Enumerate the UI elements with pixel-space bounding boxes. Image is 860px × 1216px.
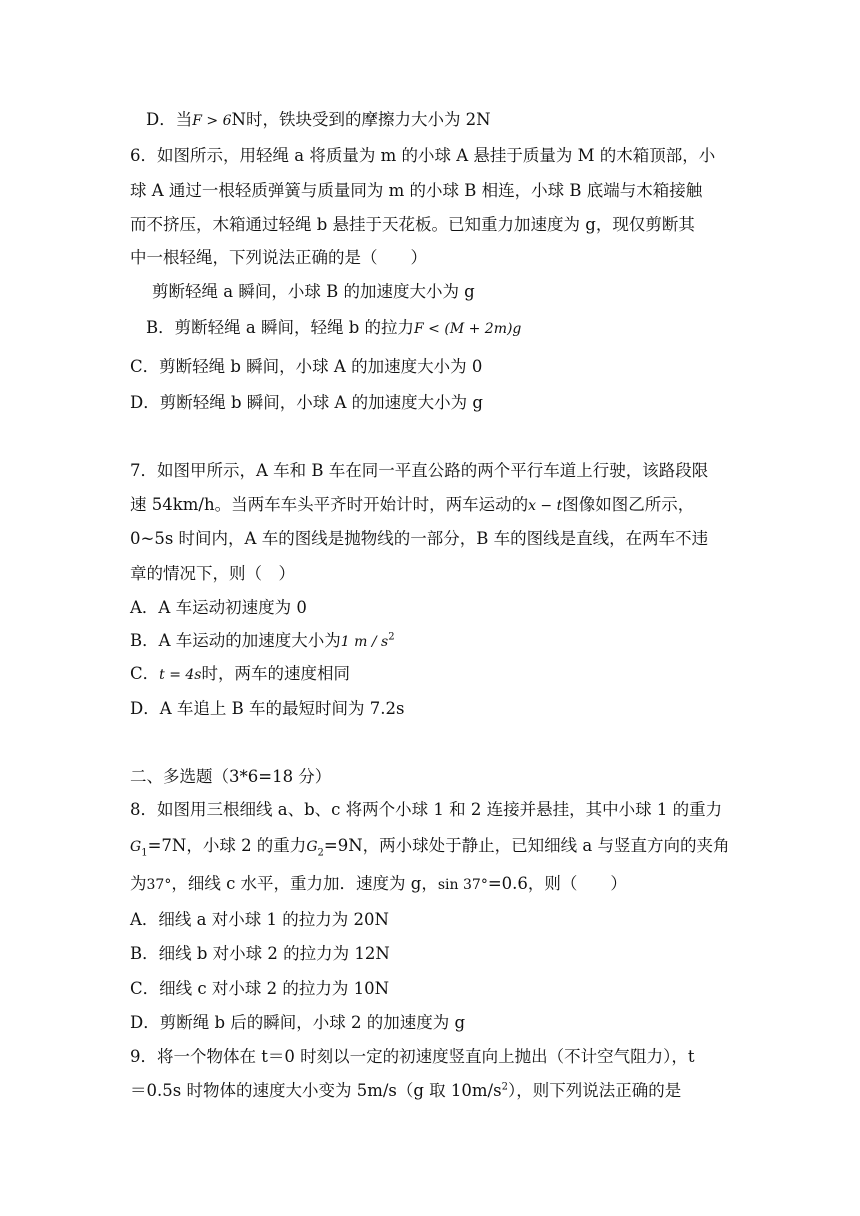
q7-option-c: [130, 663, 350, 686]
q8-option-c: C．细线 c 对小球 2 的拉力为 10N: [130, 979, 390, 998]
stem-text: 速 54km/h。当两车车头平齐时开始计时，两车运动的: [130, 495, 529, 514]
stem-text: ，细线 c 水平，重力加．速度为 g，: [171, 874, 438, 893]
stem-text: =7N，小球 2 的重力: [147, 836, 307, 855]
stem-text: 图像如图乙所示，: [562, 495, 695, 514]
stem-text: ），则下列说法正确的是: [507, 1081, 682, 1100]
math-expression: t = 4s: [159, 667, 202, 683]
math-expression: G: [306, 839, 318, 855]
q7-stem-line-1: 7．如图甲所示，A 车和 B 车在同一平直公路的两个平行车道上行驶，该路段限: [130, 461, 709, 480]
q8-option-b: B．细线 b 对小球 2 的拉力为 12N: [130, 944, 390, 963]
stem-text: =0.6，则（ ）: [487, 874, 627, 893]
superscript: 2: [501, 1081, 508, 1093]
q8-stem-line-2: [130, 835, 729, 858]
option-text: N时，铁块受到的摩擦力大小为 2N: [231, 110, 491, 129]
q7-stem-line-3: 0~5s 时间内，A 车的图线是抛物线的一部分，B 车的图线是直线，在两车不违: [130, 529, 709, 548]
q6-option-b: [146, 317, 521, 340]
option-text: B．剪断轻绳 a 瞬间，轻绳 b 的拉力: [146, 318, 415, 337]
q8-stem-line-1: 8．如图用三根细线 a、b、c 将两个小球 1 和 2 连接并悬挂，其中小球 1 的重力: [130, 800, 723, 819]
math-expression: F > 6: [192, 113, 232, 129]
q6-stem-line-1: 6．如图所示，用轻绳 a 将质量为 m 的小球 A 悬挂于质量为 M 的木箱顶部，小: [130, 146, 716, 165]
stem-text: ＝0.5s 时物体的速度大小变为 5m/s（g 取 10m/s: [130, 1081, 502, 1100]
math-expression: 1 m / s: [340, 634, 389, 650]
subscript: 2: [317, 847, 324, 859]
section-heading: 二、多选题（3*6=18 分）: [130, 767, 332, 786]
option-text: B．A 车运动的加速度大小为: [130, 631, 341, 650]
option-text: C．: [130, 664, 160, 683]
q8-option-a: A．细线 a 对小球 1 的拉力为 20N: [130, 910, 389, 929]
q6-option-a: 剪断轻绳 a 瞬间，小球 B 的加速度大小为 g: [152, 282, 475, 301]
q9-stem-line-1: 9．将一个物体在 t＝0 时刻以一定的初速度竖直向上抛出（不计空气阻力），t: [130, 1047, 695, 1066]
subscript: 1: [141, 847, 148, 859]
superscript: 2: [388, 631, 395, 643]
q7-option-a: A．A 车运动初速度为 0: [130, 598, 307, 617]
stem-text: =9N，两小球处于静止，已知细线 a 与竖直方向的夹角: [323, 836, 730, 855]
stem-text: 为: [130, 874, 147, 893]
math-expression: G: [130, 839, 142, 855]
math-expression: 37°: [146, 877, 172, 893]
q6-option-d: D．剪断轻绳 b 瞬间，小球 A 的加速度大小为 g: [130, 393, 483, 412]
option-text: 时，两车的速度相同: [201, 664, 350, 683]
q6-option-c: C．剪断轻绳 b 瞬间，小球 A 的加速度大小为 0: [130, 357, 483, 376]
option-text: D．当: [146, 110, 193, 129]
q7-option-d: D．A 车追上 B 车的最短时间为 7.2s: [130, 699, 405, 718]
q7-stem-line-4: 章的情况下，则（ ）: [130, 564, 295, 583]
math-expression: sin 37°: [437, 877, 488, 893]
q9-stem-line-2: [130, 1080, 681, 1102]
q8-stem-line-3: [130, 873, 627, 896]
q7-option-b: [130, 630, 395, 653]
q6-stem-line-3: 而不挤压，木箱通过轻绳 b 悬挂于天花板。已知重力加速度为 g，现仅剪断其: [130, 215, 695, 234]
q8-option-d: D．剪断绳 b 后的瞬间，小球 2 的加速度为 g: [130, 1013, 466, 1032]
q6-stem-line-4: 中一根轻绳，下列说法正确的是（ ）: [130, 248, 427, 267]
q7-stem-line-2: [130, 494, 694, 517]
q6-stem-line-2: 球 A 通过一根轻质弹簧与质量同为 m 的小球 B 相连，小球 B 底端与木箱接触: [130, 181, 703, 200]
math-expression: x − t: [528, 498, 563, 514]
math-expression: F < (M + 2m)g: [414, 321, 522, 337]
q5-option-d: [146, 109, 491, 132]
